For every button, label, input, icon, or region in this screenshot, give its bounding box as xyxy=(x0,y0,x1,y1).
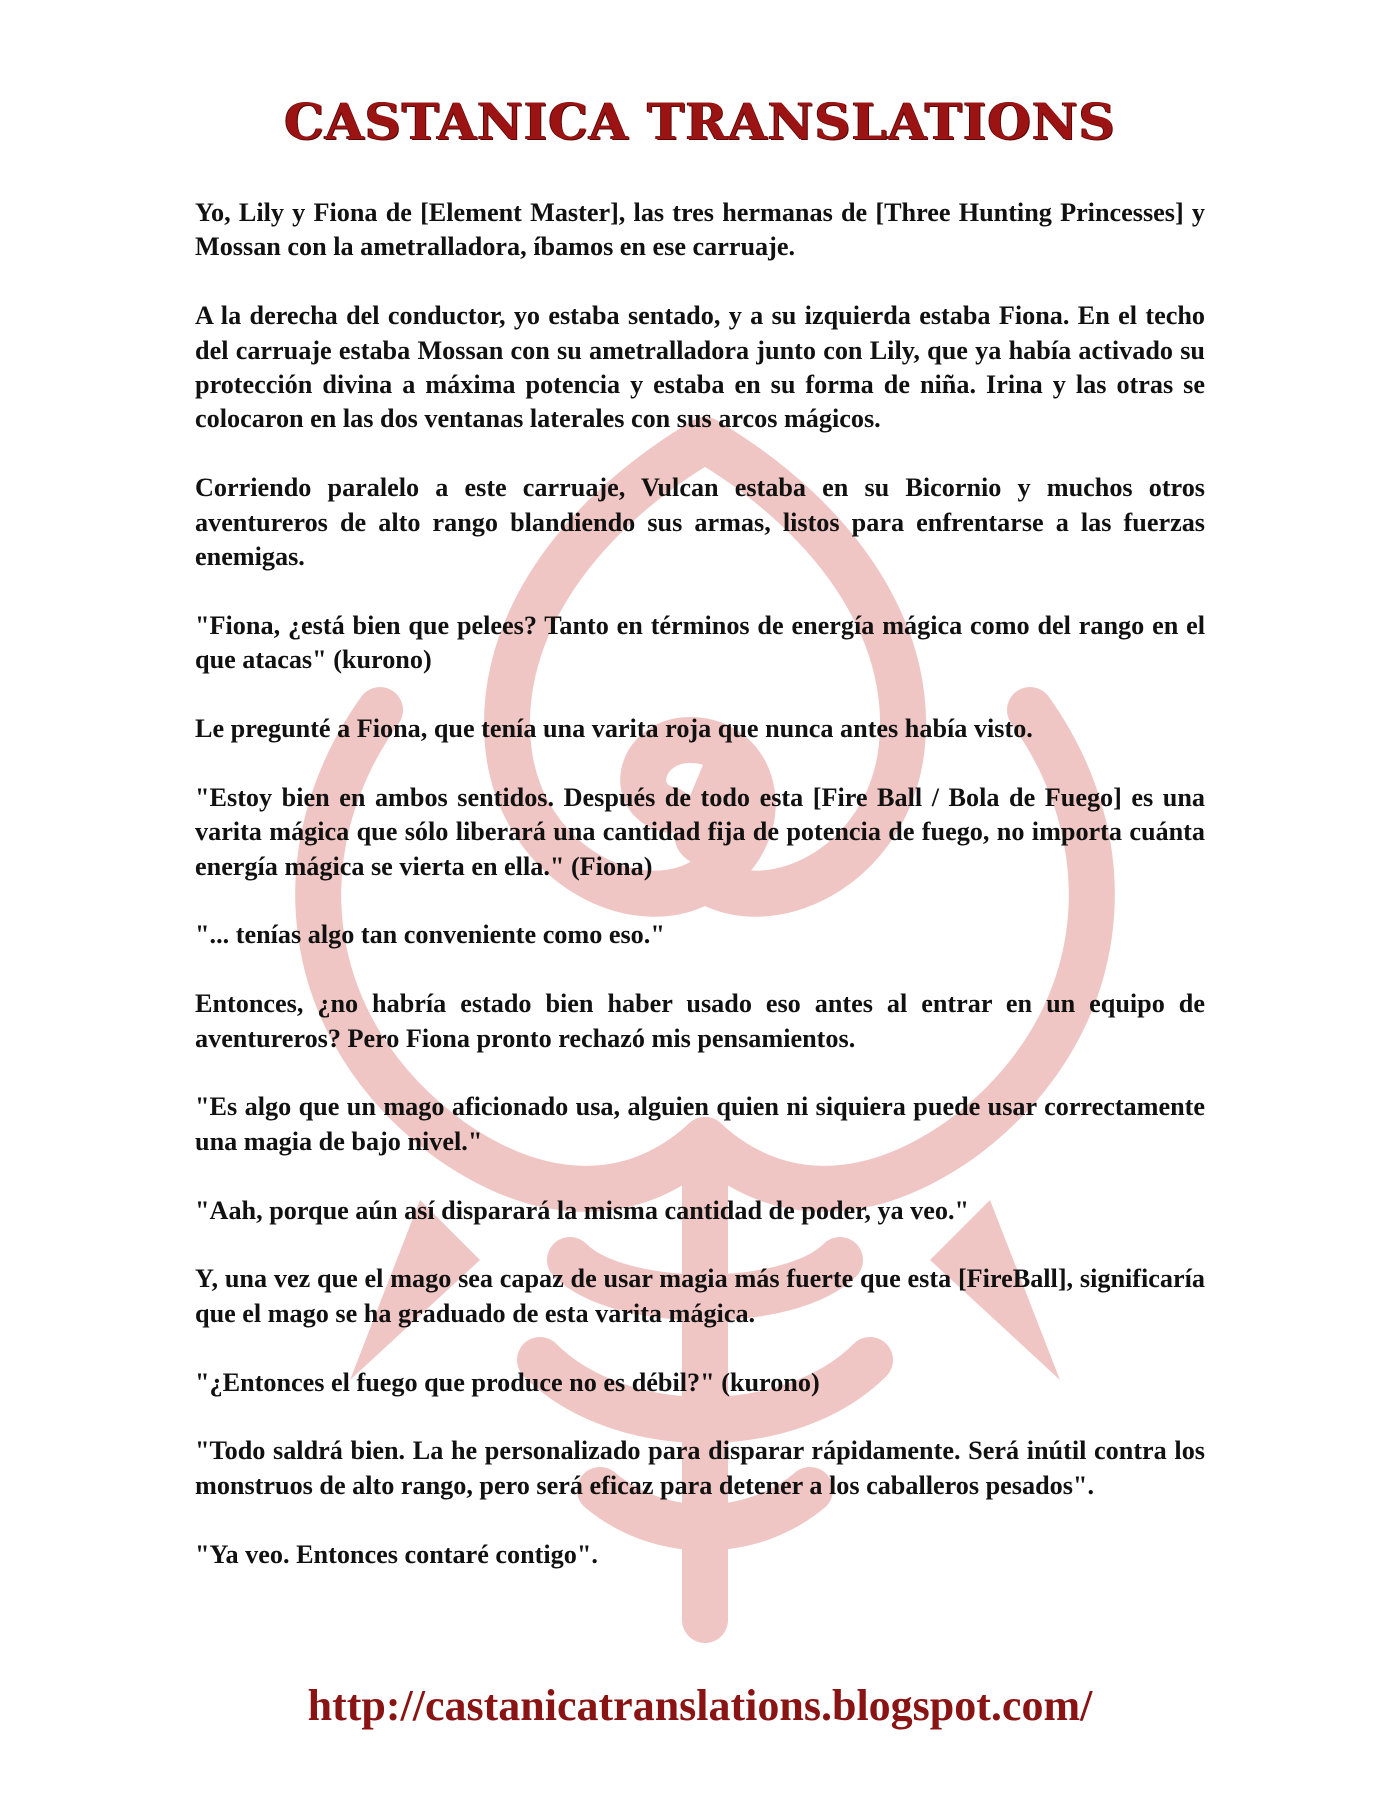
paragraph: Yo, Lily y Fiona de [Element Master], las tres hermanas de [Three Hunting Princesses] y Mossan con la ametralladora, íbamos en ese carruaje. xyxy=(195,198,1205,262)
paragraph: Corriendo paralelo a este carruaje, Vulcan estaba en su Bicornio y muchos otros aventureros de alto rango blandiendo sus armas, listos para enfrentarse a las fuerzas enemigas. xyxy=(195,473,1205,572)
document-body xyxy=(195,196,1205,1606)
footer-url-link[interactable]: http://castanicatranslations.blogspot.com/ xyxy=(307,1681,1093,1730)
paragraph: "Todo saldrá bien. La he personalizado para disparar rápidamente. Será inútil contra los monstruos de alto rango, pero será eficaz para detener a los caballeros pesados". xyxy=(195,1436,1205,1500)
paragraph: "Fiona, ¿está bien que pelees? Tanto en términos de energía mágica como del rango en el que atacas" (kurono) xyxy=(195,610,1205,675)
paragraph: Le pregunté a Fiona, que tenía una varita roja que nunca antes había visto. xyxy=(195,714,1033,744)
page-header-title: CASTANICA TRANSLATIONS xyxy=(284,92,1116,151)
paragraph: Y, una vez que el mago sea capaz de usar magia más fuerte que esta [FireBall], significaría que el mago se ha graduado de esta varita mágica. xyxy=(195,1264,1205,1328)
paragraph: "Ya veo. Entonces contaré contigo". xyxy=(195,1539,598,1569)
paragraph: "¿Entonces el fuego que produce no es débil?" (kurono) xyxy=(195,1367,820,1397)
paragraph: A la derecha del conductor, yo estaba sentado, y a su izquierda estaba Fiona. En el techo del carruaje estaba Mossan con su ametralladora junto con Lily, que ya había activado su protección divina a máxima potencia y estaba en su forma de niña. Irina y las otras se colocaron en las dos ventanas laterales con sus arcos mágicos. xyxy=(195,301,1205,434)
paragraph: "... tenías algo tan conveniente como eso." xyxy=(195,920,665,950)
paragraph: "Aah, porque aún así disparará la misma cantidad de poder, ya veo." xyxy=(195,1195,970,1225)
paragraph: Entonces, ¿no habría estado bien haber usado eso antes al entrar en un equipo de aventureros? Pero Fiona pronto rechazó mis pensamientos. xyxy=(195,989,1205,1053)
paragraph: "Estoy bien en ambos sentidos. Después de todo esta [Fire Ball / Bola de Fuego] es una varita mágica que sólo liberará una cantidad fija de potencia de fuego, no importa cuánta energía mágica se vierta en ella." (Fiona) xyxy=(195,782,1205,881)
paragraph: "Es algo que un mago aficionado usa, alguien quien ni siquiera puede usar correctamente una magia de bajo nivel." xyxy=(195,1092,1205,1156)
